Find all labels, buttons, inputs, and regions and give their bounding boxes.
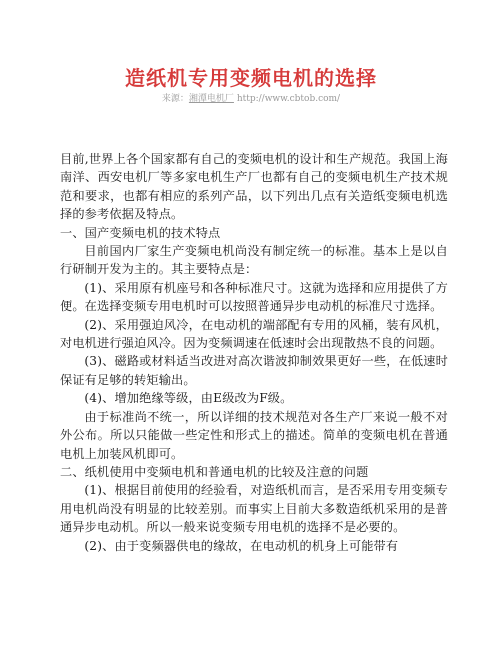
body-paragraph: (3)、磁路或材料适当改进对高次谐波抑制效果更好一些，在低速时保证有足够的转矩输出。 bbox=[60, 354, 448, 387]
body-paragraph: (1)、根据目前使用的经验看，对造纸机而言，是否采用专用变频专用电机尚没有明显的比较差别。而事实上目前大多数造纸机采用的是普通异步电动机。所以一般来说变频专用电机的选择不是必要的。 bbox=[60, 483, 448, 535]
body-paragraph: (1)、采用原有机座号和各种标准尺寸。这就为选择和应用提供了方便。在选择变频专用电机时可以按照普通异步电动机的标准尺寸选择。 bbox=[60, 280, 448, 314]
body-paragraph: (2)、由于变频器供电的缘故，在电动机的机身上可能带有 bbox=[84, 538, 399, 553]
body-paragraph: 目前,世界上各个国家都有自己的变频电机的设计和生产规范。我国上海南洋、西安电机厂等多家电机生产厂也都有自己的变频电机生产技术规范和要求，也都有相应的系列产品，以下列出几点有关造纸变频电机选择的参考依据及特点。 bbox=[60, 152, 448, 222]
document-body bbox=[60, 150, 448, 555]
body-paragraph: 由于标准尚不统一，所以详细的技术规范对各生产厂来说一般不对外公布。所以只能做一些定性和形式上的描述。简单的变频电机在普通电机上加装风机即可。 bbox=[60, 409, 448, 461]
source-line bbox=[0, 91, 502, 104]
source-label: 来源： bbox=[161, 94, 189, 104]
document-title: 造纸机专用变频电机的选择 bbox=[125, 66, 377, 90]
source-url[interactable]: http://www.cbtob.com/ bbox=[236, 94, 341, 104]
body-paragraph: (4)、增加绝缘等级，由E级改为F级。 bbox=[84, 391, 293, 406]
body-paragraph: (2)、采用强迫风冷，在电动机的端部配有专用的风桶，装有风机，对电机进行强迫风冷。因为变频调速在低速时会出现散热不良的问题。 bbox=[60, 317, 448, 351]
body-paragraph: 二、纸机使用中变频电机和普通电机的比较及注意的问题 bbox=[60, 464, 369, 479]
source-site-link[interactable]: 湘潭电机厂 bbox=[188, 94, 234, 104]
body-paragraph: 目前国内厂家生产变频电机尚没有制定统一的标准。基本上是以自行研制开发为主的。其主要特点是： bbox=[60, 244, 448, 277]
body-paragraph: 一、国产变频电机的技术特点 bbox=[60, 225, 221, 240]
